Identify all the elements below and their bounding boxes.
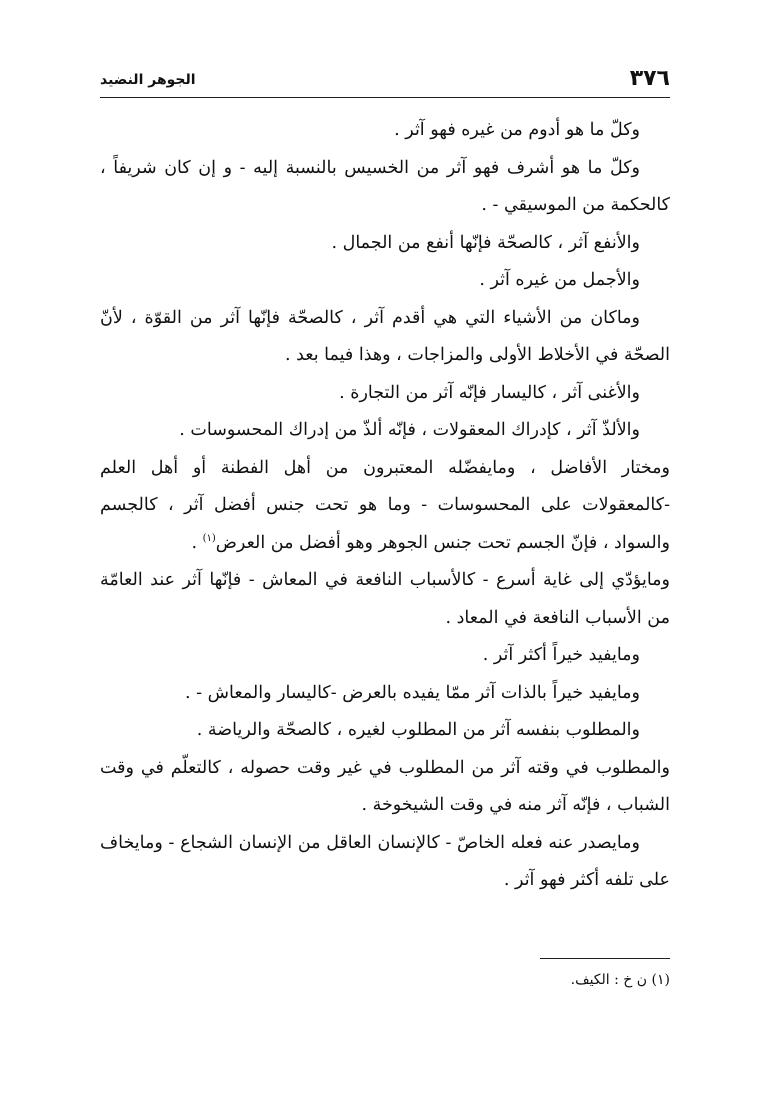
paragraph-tail: . [191,532,203,553]
footnote-marker: (١) [651,972,670,988]
paragraph: والأنفع آثر ، كالصحّة فإنّها أنفع من الجمال . [331,232,640,253]
page-header [100,66,670,96]
paragraph-with-footnote [100,450,670,563]
footnote-text: ن خ : الكيف. [570,972,648,988]
paragraph: وماكان من الأشياء التي هي أقدم آثر ، كالصحّة فإنّها آثر من القوّة ، لأنّ الصحّة في الأخلاط الأولى والمزاجات ، وهذا فيما بعد . [100,307,670,365]
paragraph: والأغنى آثر ، كاليسار فإنّه آثر من التجارة . [339,382,640,403]
paragraph: وكلّ ما هو أشرف فهو آثر من الخسيس بالنسبة إليه - و إن كان شريفاً ، كالحكمة من الموسيقي - . [100,157,670,215]
footnote-rule [540,958,670,959]
paragraph: والألذّ آثر ، كإدراك المعقولات ، فإنّه ألذّ من إدراك المحسوسات . [179,420,640,440]
paragraph: والمطلوب في وقته آثر من المطلوب في غير وقت حصوله ، كالتعلّم في وقت الشباب ، فإنّه آثر منه في وقت الشيخوخة . [100,757,670,815]
page-number: ٣٧٦ [629,66,670,91]
paragraph: ومايصدر عنه فعله الخاصّ - كالإنسان العاقل من الإنسان الشجاع - ومايخاف على تلفه أكثر فهو آثر . [100,832,670,890]
header-rule [100,97,670,98]
paragraph: ومايؤدّي إلى غاية أسرع - كالأسباب النافعة في المعاش - فإنّها آثر عند العامّة من الأسباب النافعة في المعاد . [100,570,670,628]
paragraph: والمطلوب بنفسه آثر من المطلوب لغيره ، كالصحّة والرياضة . [196,720,640,740]
main-text [100,112,670,900]
paragraph-text: ومختار الأفاضل ، ومايفضّله المعتبرون من أهل الفطنة أو أهل العلم -كالمعقولات على المحسوسات - وما هو تحت جنس أفضل آثر ، كالجسم والسواد ، فإنّ الجسم تحت جنس الجوهر وهو أفضل من العرض [100,457,670,553]
running-title: الجوهر النضيد [100,72,196,88]
footnote-reference: (١) [202,532,216,544]
footnote [400,972,670,988]
paragraph: ومايفيد خيراً أكثر آثر . [482,645,640,665]
paragraph: ومايفيد خيراً بالذات آثر ممّا يفيده بالعرض -كاليسار والمعاش - . [185,682,640,703]
paragraph: وكلّ ما هو أدوم من غيره فهو آثر . [394,120,640,140]
paragraph: والأجمل من غيره آثر . [479,270,640,290]
